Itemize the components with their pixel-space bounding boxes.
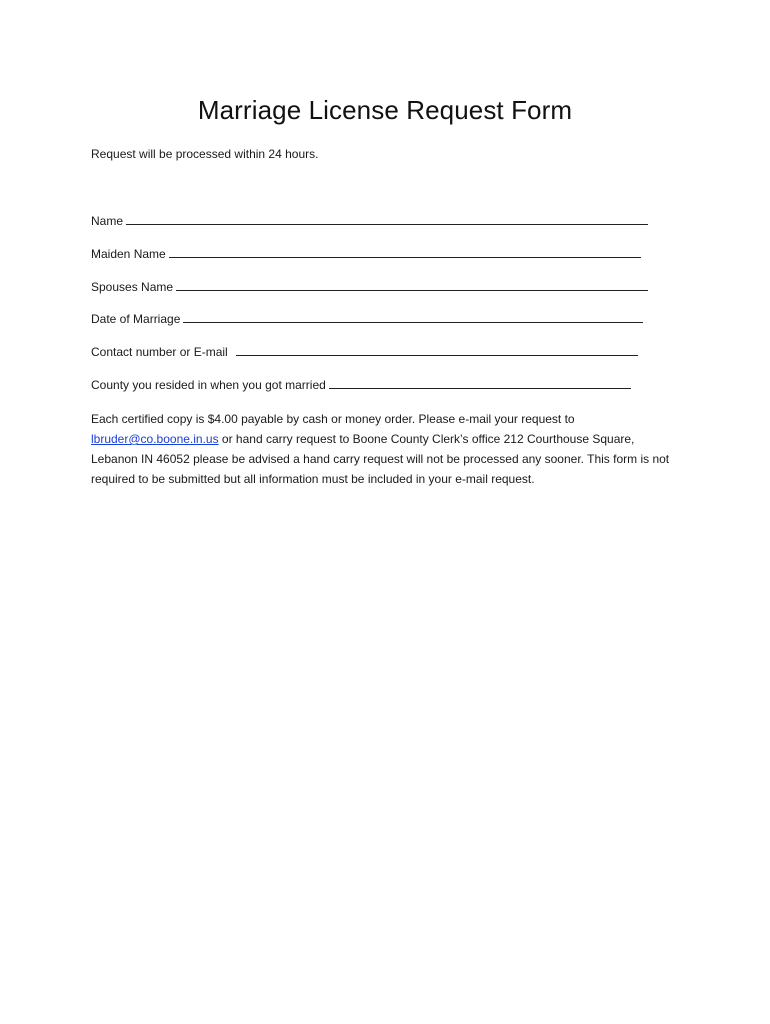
email-link[interactable]: lbruder@co.boone.in.us [91, 432, 219, 446]
maiden-name-blank-line [169, 246, 641, 258]
instructions-text-before-link: Each certified copy is $4.00 payable by cash or money order. Please e-mail your request to [91, 412, 575, 426]
county-field [91, 377, 631, 392]
date-of-marriage-label: Date of Marriage [91, 312, 181, 326]
spouses-name-label: Spouses Name [91, 280, 174, 294]
county-label: County you resided in when you got married [91, 378, 326, 392]
contact-blank-line [236, 344, 638, 356]
contact-label: Contact number or E-mail [91, 345, 228, 359]
page-title: Marriage License Request Form [197, 95, 573, 125]
name-field [91, 213, 648, 228]
name-blank-line [126, 213, 648, 225]
date-of-marriage-field [91, 311, 643, 326]
spouses-name-blank-line [176, 279, 648, 291]
spouses-name-field [91, 279, 648, 294]
processing-notice: Request will be processed within 24 hours. [91, 147, 319, 161]
date-of-marriage-blank-line [183, 311, 643, 323]
instructions-text-after-link: or hand carry request to Boone County Clerk’s office 212 Courthouse Square, Lebanon IN 46052 please be advised a hand carry request will not be processed any sooner. This form is not required to be submitted but all information must be included in your e-mail request. [91, 432, 670, 486]
instructions-paragraph [91, 409, 681, 489]
county-blank-line [329, 377, 631, 389]
contact-field [91, 344, 638, 359]
name-label: Name [91, 214, 124, 228]
maiden-name-label: Maiden Name [91, 247, 166, 261]
maiden-name-field [91, 246, 641, 261]
